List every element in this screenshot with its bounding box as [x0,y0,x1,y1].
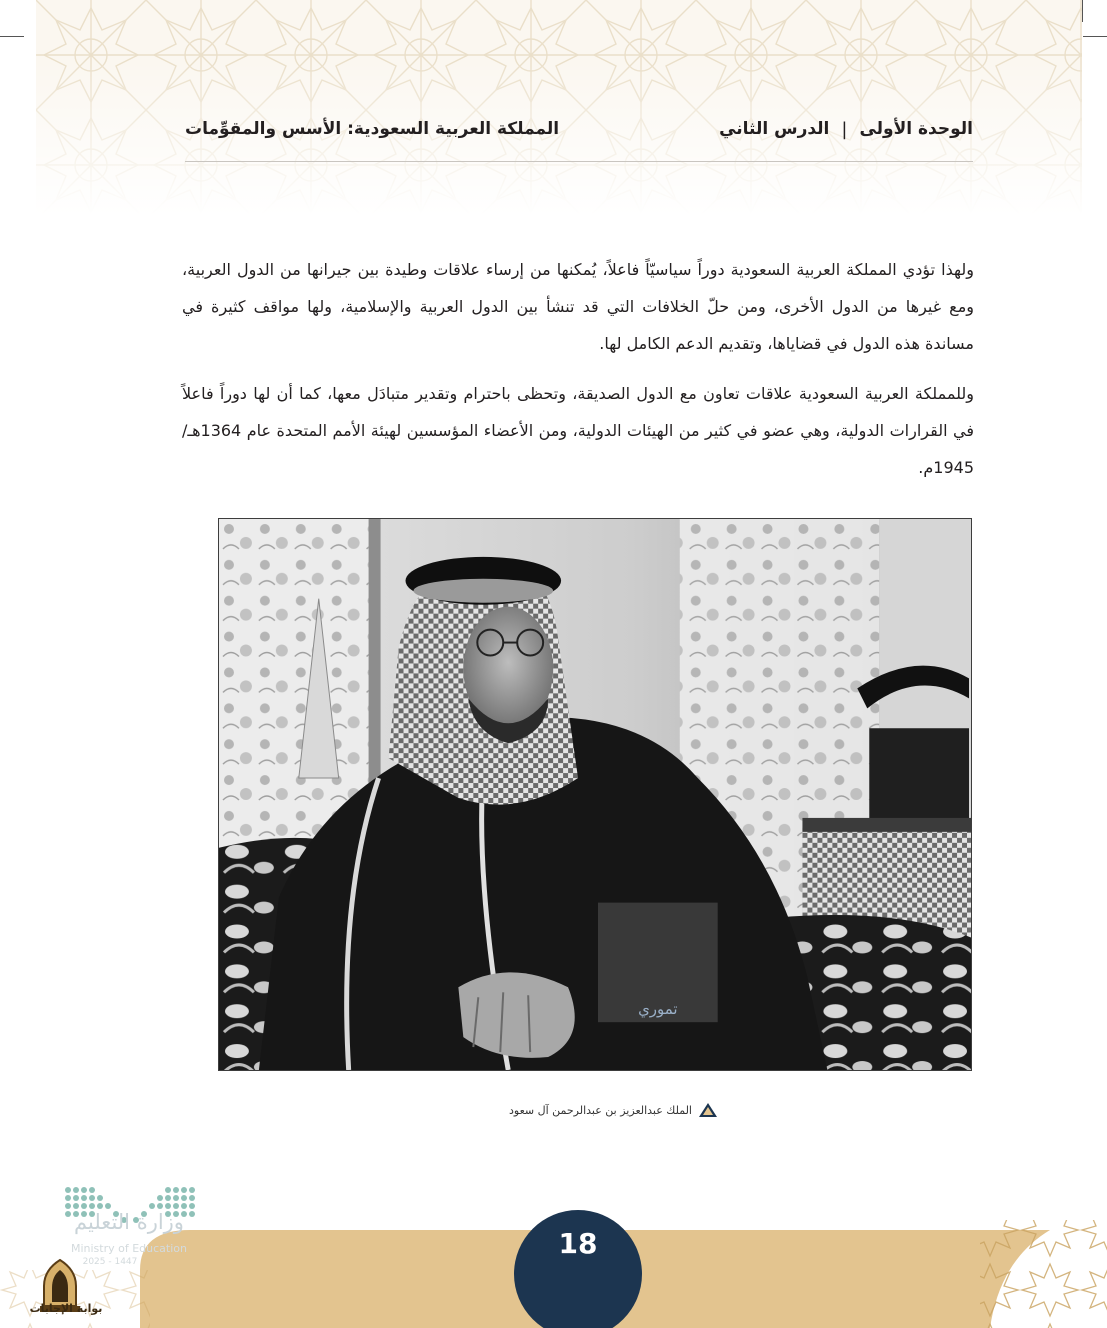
site-label: بوابة الإجابات [29,1302,103,1315]
unit-label: الوحدة الأولى [859,119,973,139]
crop-mark [0,36,24,37]
header-separator: | [841,118,848,140]
ministry-name-ar: وزارة التعليم [74,1210,184,1234]
lesson-title: المملكة العربية السعودية: الأسس والمقوِّمات [185,119,560,139]
crop-mark [1082,0,1083,22]
page-number-badge [514,1210,642,1328]
top-decorative-pattern [36,0,1082,215]
page-header [185,114,973,144]
lesson-label: الدرس الثاني [719,119,830,139]
caption-text: الملك عبدالعزيز بن عبدالرحمن آل سعود [509,1103,692,1117]
header-unit-lesson [719,119,973,140]
ministry-name-en: Ministry of Education [70,1242,187,1255]
ministry-year: 2025 - 1447 [82,1257,138,1267]
caption-triangle-icon [698,1102,718,1118]
king-abdulaziz-photo [218,518,972,1071]
page-number: 18 [558,1227,598,1260]
body-paragraph: وللمملكة العربية السعودية علاقات تعاون مع الدول الصديقة، وتحظى باحترام وتقدير متبادَل معها، كما أن لها دوراً فاعلاً في القرارات الدولية، وهي عضو في كثير من الهيئات الدولية، ومن الأعضاء المؤسسين لهيئة الأمم المتحدة عام 1364هـ/ 1945م. [182,384,974,477]
photo-watermark: تموري [638,1000,678,1019]
header-divider [185,161,973,162]
crop-mark [1083,36,1107,37]
site-lantern-icon [30,1256,90,1328]
photo-caption [400,1100,718,1120]
body-paragraph: ولهذا تؤدي المملكة العربية السعودية دوراً سياسيّاً فاعلاً، يُمكنها من إرساء علاقات وطيدة بين جيرانها من الدول العربية، ومع غيرها من الدول الأخرى، ومن حلّ الخلافات التي قد تنشأ بين الدول العربية والإسلامية، ولها مواقف كثيرة في مساندة هذه الدول في قضاياها، وتقديم الدعم الكامل لها. [182,260,974,353]
